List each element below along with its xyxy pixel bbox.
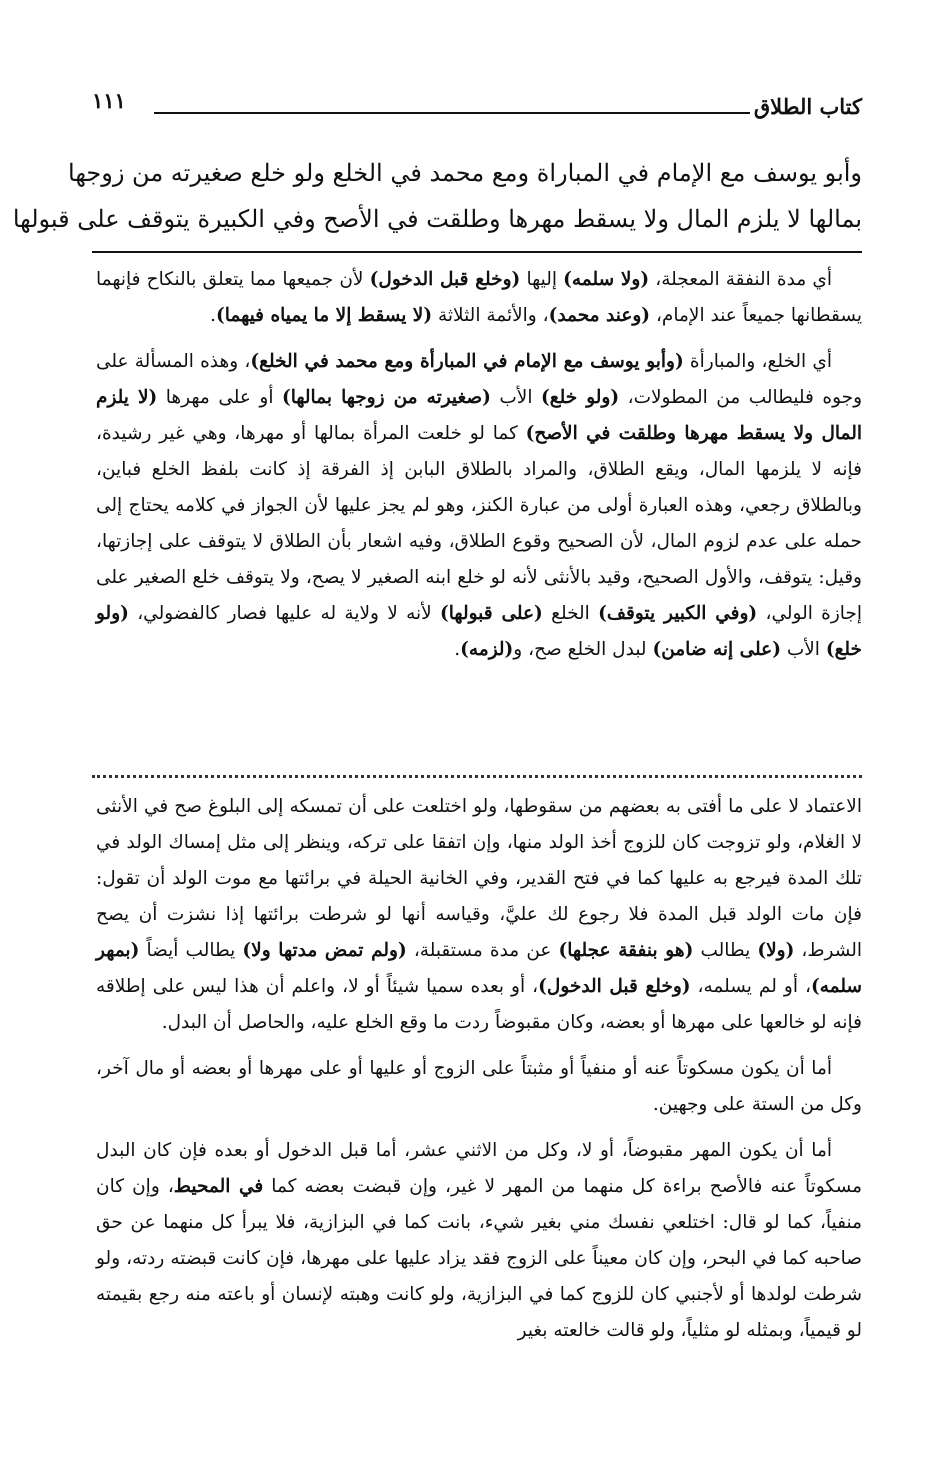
commentary-text: الخلع — [542, 603, 599, 624]
commentary-text: كما لو خلعت المرأة بمالها أو مهرها، وهي غير رشيدة، فإنه لا يلزمها المال، ويقع الطلاق، والمراد بالطلاق البابن إذ الفرقة إذ كانت بلفظ الخلع فباين، وبالطلاق رجعي، وهذه العبارة أولى من عبارة الكنز، وهو لم يجز عليها لأن الجواز في كلامه يحتاج إلى حمله على عدم لزوم المال، لأن الصحيح وقوع الطلاق، وفيه اشعار بأن الطلاق لا يتوقف على إجازتها، وقيل: يتوقف، والأول الصحيح، وقيد بالأنثى لأنه لو خلع ابنه الصغير لا يصح، ولا يتوقف خلع الصغير على إجازة الولي، — [96, 423, 863, 624]
commentary-paragraph — [96, 789, 862, 1041]
matn-quote-bold: (هو بنفقة عجلها) — [558, 940, 694, 961]
commentary-text: عن مدة مستقبلة، — [406, 940, 559, 961]
commentary-text: يطالب — [693, 940, 758, 961]
matn-line-1: وأبو يوسف مع الإمام في المباراة ومع محمد في الخلع ولو خلع صغيرته من زوجها — [68, 159, 862, 187]
matn-quote-bold: (بمهر سلمه) — [96, 940, 862, 997]
commentary-section-2 — [96, 789, 862, 1349]
matn-quote-bold: (صغيرته من زوجها بمالها) — [281, 387, 491, 408]
commentary-section-1 — [96, 262, 862, 668]
matn-quote-bold: (ولا سلمه) — [563, 269, 650, 290]
commentary-text: ، أو لم يسلمه، — [690, 976, 811, 997]
commentary-text: ، أو بعده سميا شيئاً أو لا، واعلم أن هذا ليس على إطلاقه فإنه لو خالعها على مهرها أو بعضه، وكان مقبوضاً ردت ما وقع الخلع عليه، والحاصل أن البدل. — [96, 976, 862, 1033]
matn-quote-bold: (وأبو يوسف مع الإمام في المبارأة ومع محمد في الخلع) — [250, 351, 684, 372]
matn-quote-bold: (ولو خلع) — [96, 603, 862, 660]
matn-quote-bold: (وخلع قبل الدخول) — [538, 976, 691, 997]
commentary-paragraph — [96, 344, 862, 668]
commentary-text: أما أن يكون مسكوتاً عنه أو منفياً أو مثبتاً على الزوج أو عليها أو على مهرها أو بعضه أو مال آخر، وكل من الستة على وجهين. — [96, 1058, 862, 1115]
matn-quote-bold: (وعند محمد) — [548, 305, 651, 326]
commentary-text: الاعتماد لا على ما أفتى به بعضهم من سقوطها، ولو اختلعت على أن تمسكه إلى البلوغ صح في الأنثى لا الغلام، ولو تزوجت كان للزوج أخذ الولد منها، وإن اتفقا على تركه، وينظر إلى مثل إمساك الولد في تلك المدة فيرجع به عليها كما في فتح القدير، وفي الخانية الحيلة في برائتها مع موت الولد أن تقول: فإن مات الولد قبل المدة فلا رجوع لك عليَّ، وقياسه أنها لو شرطت برائتها إذا نشزت أن يصح الشرط، — [96, 796, 863, 961]
matn-quote-bold: (لزمه) — [460, 639, 514, 660]
commentary-text: ، والأئمة الثلاثة — [432, 305, 549, 326]
commentary-text: لأنه لا ولاية له عليها فصار كالفضولي، — [128, 603, 441, 624]
matn-quote-bold: (على إنه ضامن) — [652, 639, 781, 660]
commentary-paragraph — [96, 262, 862, 334]
matn-quote-bold: (لا يلزم المال ولا يسقط مهرها وطلقت في الأصح) — [96, 387, 862, 444]
matn-quote-bold: (ولو خلع) — [541, 387, 620, 408]
commentary-paragraph — [96, 1051, 862, 1123]
commentary-text: لبدل الخلع صح، و — [513, 639, 653, 660]
commentary-text: أو على مهرها — [157, 387, 282, 408]
commentary-text: يطالب أيضاً — [139, 940, 243, 961]
matn-quote-bold: (وفي الكبير يتوقف) — [598, 603, 758, 624]
matn-quote-bold: (على قبولها) — [440, 603, 543, 624]
commentary-text: إليها — [520, 269, 564, 290]
matn-quote-bold: (ولا) — [757, 940, 795, 961]
commentary-text: لأن جميعها مما يتعلق بالنكاح فإنهما يسقطانها جميعاً عند الإمام، — [96, 269, 862, 326]
commentary-text: الأب — [780, 639, 826, 660]
commentary-text: أي الخلع، والمبارأة — [683, 351, 832, 372]
commentary-text: الأب — [490, 387, 541, 408]
commentary-text: . — [454, 639, 461, 660]
page-number: ١١١ — [92, 88, 126, 113]
matn-line-2: بمالها لا يلزم المال ولا يسقط مهرها وطلقت في الأصح وفي الكبيرة يتوقف على قبولها — [12, 205, 862, 233]
chapter-title: كتاب الطلاق — [753, 94, 862, 119]
commentary-text: ، وإن كان منفياً، كما لو قال: اختلعي نفسك مني بغير شيء، بانت كما في البزازية، فلا يبرأ كل منهما عن حق صاحبه كما في البحر، وإن كان معيناً على الزوج فقد يزاد عليها على مهرها، فإن كانت قبضته ردته، ولو شرطت لولدها أو لأجنبي كان للزوج كما في البزازية، ولو كانت وهبته لإنسان أو باعته منه رجع بقيمته لو قيمياً، وبمثله لو مثلياً، ولو قالت خالعته بغير — [96, 1176, 862, 1341]
matn-quote-bold: في المحيط — [173, 1176, 264, 1197]
commentary-text: . — [210, 305, 216, 326]
page-header — [92, 88, 862, 128]
section-dotted-separator — [92, 775, 862, 782]
matn-quote-bold: (ولم تمض مدتها ولا) — [242, 940, 407, 961]
matn-quote-bold: (وخلع قبل الدخول) — [369, 269, 521, 290]
commentary-text: أما أن يكون المهر مقبوضاً، أو لا، وكل من الاثني عشر، أما قبل الدخول أو بعده فإن كان البدل مسكوتاً عنه فالأصح براءة كل منهما من المهر لا غير، وإن قبضت بعضه كما — [96, 1140, 863, 1197]
matn-quote-bold: (لا يسقط إلا ما يمياه فيهما) — [215, 305, 433, 326]
commentary-text: أي مدة النفقة المعجلة، — [649, 269, 833, 290]
matn-text — [12, 150, 862, 242]
matn-divider — [92, 251, 862, 253]
header-rule — [154, 112, 750, 114]
commentary-text: ، وهذه المسألة على وجوه فليطالب من المطولات، — [96, 351, 863, 408]
commentary-paragraph — [96, 1133, 862, 1349]
